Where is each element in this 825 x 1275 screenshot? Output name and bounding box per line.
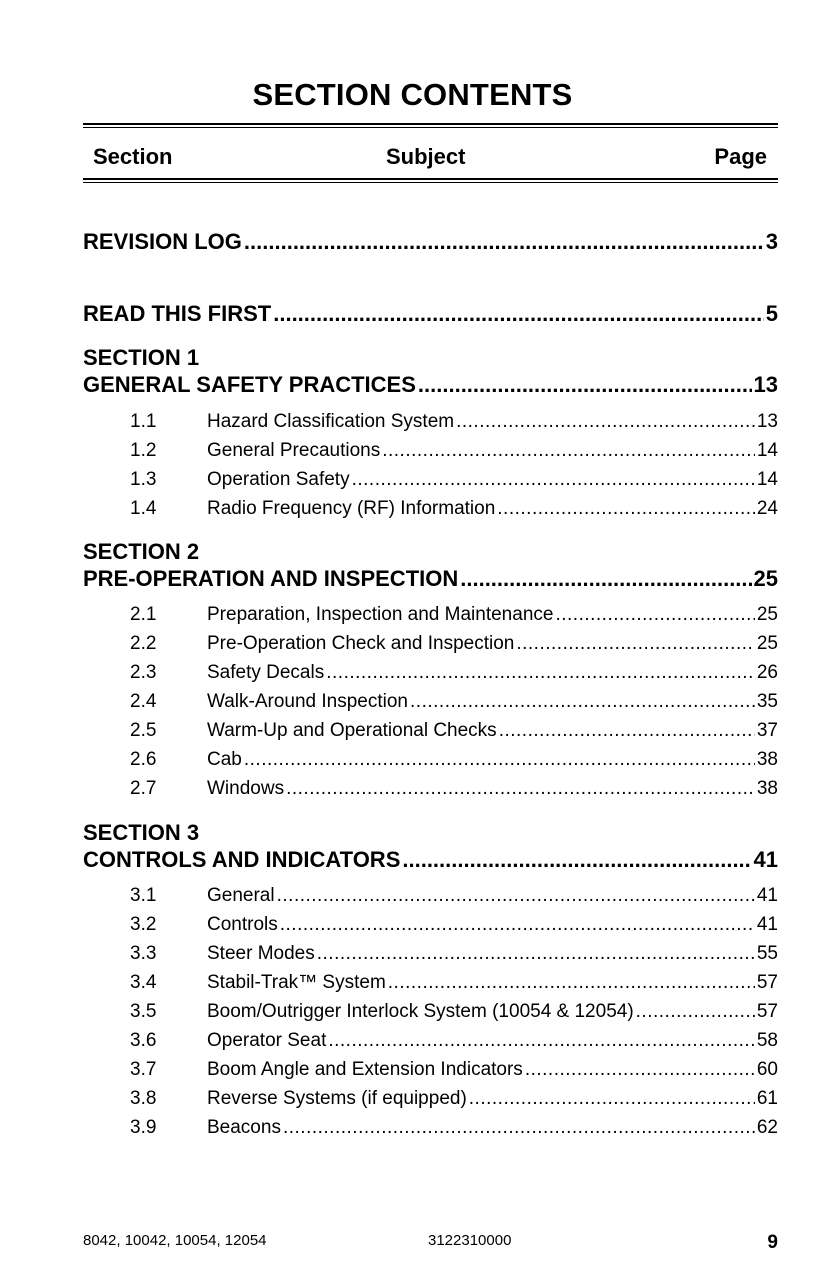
toc-entry-page: 41: [753, 847, 778, 872]
toc-item-number: 1.3: [130, 469, 157, 490]
toc-entry-page: 13: [753, 372, 778, 397]
toc-item-page: 57: [756, 1001, 778, 1022]
toc-entry-title: PRE-OPERATION AND INSPECTION: [83, 566, 459, 591]
toc-item[interactable]: [207, 972, 778, 994]
toc-entry-read-this-first[interactable]: [83, 301, 778, 327]
dot-leader: [326, 662, 755, 684]
page-title: SECTION CONTENTS: [252, 77, 573, 112]
toc-item-title: Safety Decals: [207, 662, 325, 683]
toc-item-number: 3.1: [130, 885, 157, 906]
dot-leader: [516, 633, 755, 655]
toc-item[interactable]: [207, 1001, 778, 1023]
toc-item[interactable]: [207, 749, 778, 771]
dot-leader: [273, 301, 764, 327]
toc-item-title: Operation Safety: [207, 469, 350, 490]
toc-item-number: 3.9: [130, 1117, 157, 1138]
dot-leader: [555, 604, 754, 626]
toc-item-title: Boom Angle and Extension Indicators: [207, 1059, 523, 1080]
section-label: SECTION 3: [83, 820, 200, 845]
dot-leader: [286, 778, 755, 800]
dot-leader: [244, 229, 764, 255]
toc-entry-title: REVISION LOG: [83, 229, 242, 254]
toc-item-number: 2.3: [130, 662, 157, 683]
toc-item[interactable]: [207, 1059, 778, 1081]
toc-item-number: 3.7: [130, 1059, 157, 1080]
dot-leader: [352, 469, 755, 491]
toc-item[interactable]: [207, 778, 778, 800]
toc-item-number: 3.5: [130, 1001, 157, 1022]
dot-leader: [283, 1117, 755, 1139]
toc-entry-title: CONTROLS AND INDICATORS: [83, 847, 401, 872]
toc-item-page: 38: [756, 778, 778, 799]
dot-leader: [418, 372, 752, 398]
toc-item-title: Reverse Systems (if equipped): [207, 1088, 467, 1109]
toc-item[interactable]: [207, 691, 778, 713]
toc-entry-title: READ THIS FIRST: [83, 301, 272, 326]
toc-item[interactable]: [207, 914, 778, 936]
toc-section-3[interactable]: [83, 847, 778, 873]
toc-item-number: 2.1: [130, 604, 157, 625]
dot-leader: [328, 1030, 755, 1052]
toc-item[interactable]: [207, 662, 778, 684]
toc-item-number: 2.7: [130, 778, 157, 799]
toc-item-number: 2.6: [130, 749, 157, 770]
footer-document-number: 3122310000: [428, 1232, 512, 1249]
toc-item-title: General: [207, 885, 275, 906]
toc-item-title: Hazard Classification System: [207, 411, 455, 432]
dot-leader: [525, 1059, 755, 1081]
footer-models: 8042, 10042, 10054, 12054: [83, 1232, 267, 1249]
dot-leader: [317, 943, 755, 965]
toc-item-title: Walk-Around Inspection: [207, 691, 409, 712]
toc-item-title: Boom/Outrigger Interlock System (10054 & 12054): [207, 1001, 634, 1022]
toc-item-title: Preparation, Inspection and Maintenance: [207, 604, 554, 625]
toc-item-title: Pre-Operation Check and Inspection: [207, 633, 515, 654]
toc-item-title: Stabil-Trak™ System: [207, 972, 386, 993]
dot-leader: [456, 411, 755, 433]
toc-item-title: Operator Seat: [207, 1030, 327, 1051]
toc-item-number: 1.1: [130, 411, 157, 432]
toc-item[interactable]: [207, 411, 778, 433]
toc-item-title: Windows: [207, 778, 285, 799]
toc-item-page: 60: [756, 1059, 778, 1080]
column-header-section: Section: [93, 144, 173, 169]
toc-item-page: 37: [756, 720, 778, 741]
toc-item-number: 1.2: [130, 440, 157, 461]
toc-item-number: 2.4: [130, 691, 157, 712]
toc-item-number: 3.6: [130, 1030, 157, 1051]
toc-item-number: 3.4: [130, 972, 157, 993]
toc-item[interactable]: [207, 1088, 778, 1110]
toc-item-title: Radio Frequency (RF) Information: [207, 498, 496, 519]
toc-entry-revision-log[interactable]: [83, 229, 778, 255]
header-rule-top: [83, 123, 778, 128]
toc-item[interactable]: [207, 469, 778, 491]
toc-item-title: Beacons: [207, 1117, 281, 1138]
toc-item[interactable]: [207, 1117, 778, 1139]
dot-leader: [410, 691, 755, 713]
toc-item[interactable]: [207, 604, 778, 626]
toc-item-page: 25: [756, 604, 778, 625]
dot-leader: [277, 885, 755, 907]
toc-item[interactable]: [207, 943, 778, 965]
dot-leader: [636, 1001, 755, 1023]
toc-item-page: 26: [756, 662, 778, 683]
toc-entry-title: GENERAL SAFETY PRACTICES: [83, 372, 416, 397]
dot-leader: [280, 914, 755, 936]
toc-item[interactable]: [207, 720, 778, 742]
toc-item-number: 3.2: [130, 914, 157, 935]
dot-leader: [469, 1088, 755, 1110]
toc-item-page: 41: [756, 885, 778, 906]
toc-item-page: 61: [756, 1088, 778, 1109]
toc-item-page: 57: [756, 972, 778, 993]
toc-item[interactable]: [207, 498, 778, 520]
toc-item-number: 2.2: [130, 633, 157, 654]
toc-item-page: 58: [756, 1030, 778, 1051]
header-rule-bottom: [83, 178, 778, 183]
toc-item-title: Cab: [207, 749, 242, 770]
toc-item-title: Controls: [207, 914, 278, 935]
section-label: SECTION 1: [83, 345, 200, 370]
dot-leader: [460, 566, 751, 592]
toc-item-page: 62: [756, 1117, 778, 1138]
toc-item-page: 25: [756, 633, 778, 654]
toc-item-title: Warm-Up and Operational Checks: [207, 720, 497, 741]
dot-leader: [497, 498, 755, 520]
toc-item-title: Steer Modes: [207, 943, 315, 964]
toc-section-2[interactable]: [83, 566, 778, 592]
toc-entry-page: 3: [765, 229, 778, 254]
toc-item-page: 24: [756, 498, 778, 519]
toc-item-page: 35: [756, 691, 778, 712]
toc-item[interactable]: [207, 1030, 778, 1052]
column-header-subject: Subject: [386, 144, 466, 169]
toc-item[interactable]: [207, 885, 778, 907]
toc-item-page: 14: [756, 469, 778, 490]
section-label: SECTION 2: [83, 539, 200, 564]
toc-item-title: General Precautions: [207, 440, 381, 461]
toc-item-number: 1.4: [130, 498, 157, 519]
toc-section-1[interactable]: [83, 372, 778, 398]
toc-item-number: 3.3: [130, 943, 157, 964]
footer-page-number: 9: [767, 1232, 778, 1253]
dot-leader: [382, 440, 755, 462]
toc-item-page: 14: [756, 440, 778, 461]
toc-item-number: 3.8: [130, 1088, 157, 1109]
dot-leader: [402, 847, 751, 873]
dot-leader: [499, 720, 755, 742]
toc-item[interactable]: [207, 633, 778, 655]
toc-entry-page: 25: [753, 566, 778, 591]
toc-entry-page: 5: [765, 301, 778, 326]
toc-item[interactable]: [207, 440, 778, 462]
toc-item-page: 13: [756, 411, 778, 432]
toc-item-page: 41: [756, 914, 778, 935]
toc-item-page: 38: [756, 749, 778, 770]
column-header-page: Page: [714, 144, 767, 169]
toc-item-page: 55: [756, 943, 778, 964]
dot-leader: [244, 749, 755, 771]
toc-item-number: 2.5: [130, 720, 157, 741]
dot-leader: [388, 972, 755, 994]
